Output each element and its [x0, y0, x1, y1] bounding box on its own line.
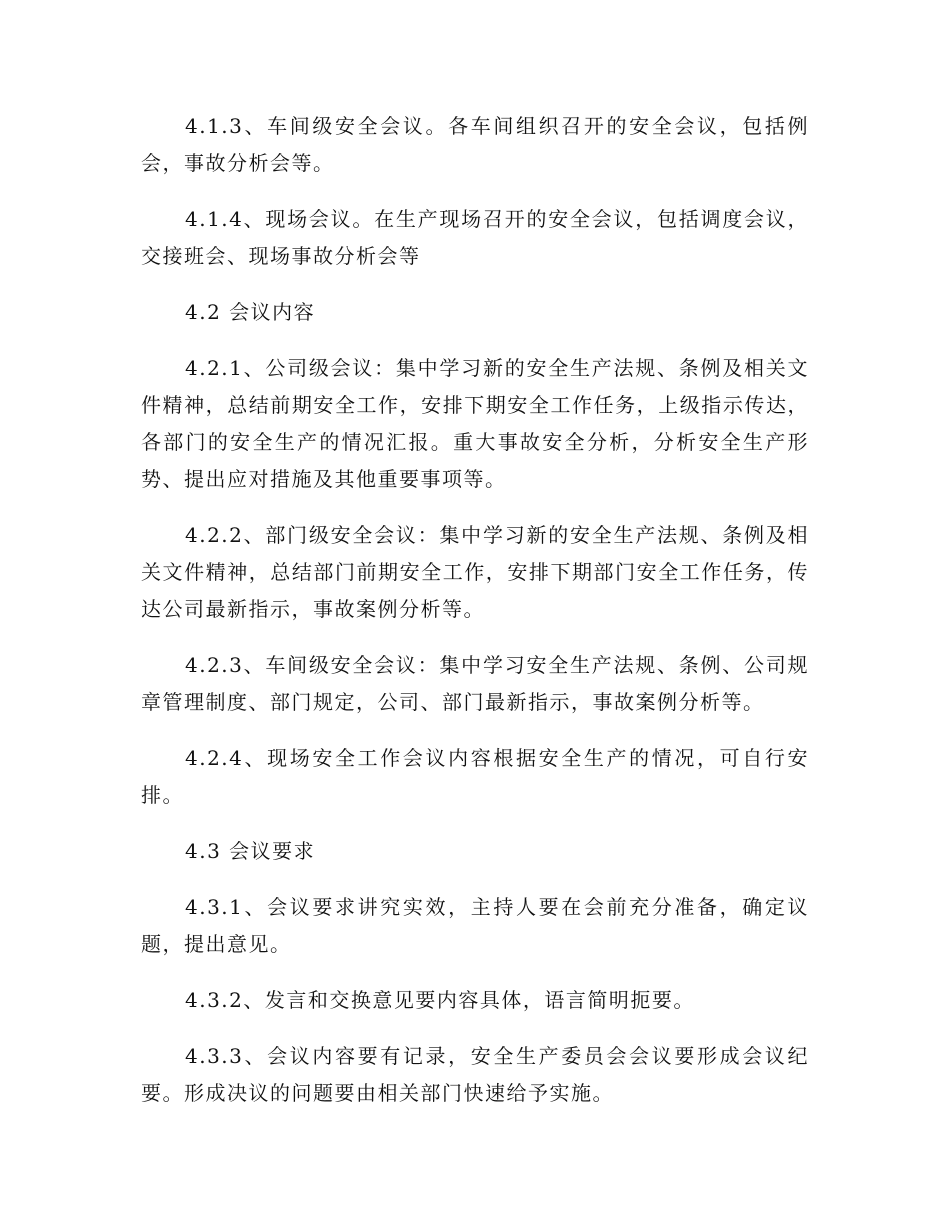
section-heading-4-3: 4.3 会议要求	[185, 839, 316, 863]
paragraph-4-1-4: 4.1.4、现场会议。在生产现场召开的安全会议，包括调度会议，交接班会、现场事故分析会等	[141, 207, 809, 268]
paragraph-4-3-3: 4.3.3、会议内容要有记录，安全生产委员会会议要形成会议纪要。形成决议的问题要由相关部门快速给予实施。	[141, 1044, 809, 1105]
document-body	[141, 108, 809, 1131]
paragraph-4-2-3: 4.2.3、车间级安全会议：集中学习安全生产法规、条例、公司规章管理制度、部门规定，公司、部门最新指示，事故案例分析等。	[141, 653, 809, 714]
paragraph-4-3-2: 4.3.2、发言和交换意见要内容具体，语言简明扼要。	[185, 988, 695, 1012]
section-heading-4-2: 4.2 会议内容	[185, 300, 316, 324]
paragraph-4-1-3: 4.1.3、车间级安全会议。各车间组织召开的安全会议，包括例会，事故分析会等。	[141, 114, 809, 175]
paragraph-4-2-1: 4.2.1、公司级会议：集中学习新的安全生产法规、条例及相关文件精神，总结前期安全工作，安排下期安全工作任务，上级指示传达，各部门的安全生产的情况汇报。重大事故安全分析，分析安全生产形势、提出应对措施及其他重要事项等。	[141, 356, 809, 491]
paragraph-4-2-4: 4.2.4、现场安全工作会议内容根据安全生产的情况，可自行安排。	[141, 746, 809, 807]
paragraph-4-3-1: 4.3.1、会议要求讲究实效，主持人要在会前充分准备，确定议题，提出意见。	[141, 895, 809, 956]
paragraph-4-2-2: 4.2.2、部门级安全会议：集中学习新的安全生产法规、条例及相关文件精神，总结部门前期安全工作，安排下期部门安全工作任务，传达公司最新指示，事故案例分析等。	[141, 523, 809, 621]
